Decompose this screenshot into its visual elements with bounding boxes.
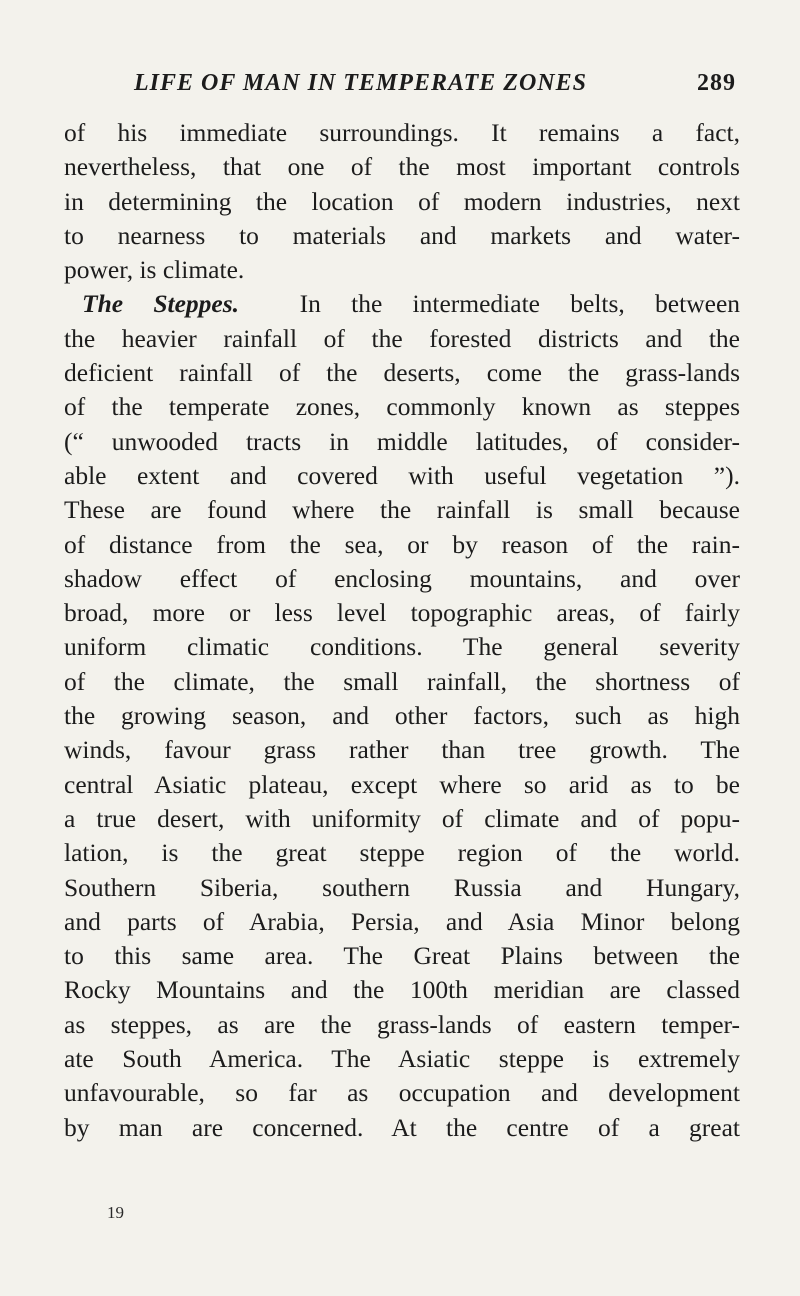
text-line: a true desert, with uniformity of climate and of popu-: [64, 803, 740, 833]
text-line: broad, more or less level topographic areas, of fairly: [64, 598, 740, 628]
text-line: unfavourable, so far as occupation and development: [64, 1078, 740, 1108]
text-line: of distance from the sea, or by reason of the rain-: [64, 529, 740, 559]
text-line: Rocky Mountains and the 100th meridian are classed: [64, 975, 740, 1005]
text-line: the heavier rainfall of the forested districts and the: [64, 323, 740, 353]
text-line: lation, is the great steppe region of the world.: [64, 838, 740, 868]
text-line: as steppes, as are the grass-lands of eastern temper-: [64, 1009, 740, 1039]
text-line: of his immediate surroundings. It remains a fact,: [64, 118, 740, 147]
text-line: ate South America. The Asiatic steppe is extremely: [64, 1044, 740, 1074]
text-line: to nearness to materials and markets and water-: [64, 220, 740, 250]
body-text: [64, 116, 740, 1145]
page-number: 289: [697, 70, 736, 96]
text-line: power, is climate.: [64, 255, 245, 285]
section-heading: The Steppes.: [82, 289, 240, 319]
text-line: deficient rainfall of the deserts, come the grass-lands: [64, 358, 740, 388]
text-line: shadow effect of enclosing mountains, and over: [64, 563, 740, 593]
text-line: in determining the location of modern industries, next: [64, 186, 740, 216]
text-line: and parts of Arabia, Persia, and Asia Minor belong: [64, 906, 740, 936]
text-line: uniform climatic conditions. The general severity: [64, 632, 740, 662]
text-line: of the temperate zones, commonly known as steppes: [64, 392, 740, 422]
text-line: the growing season, and other factors, such as high: [64, 701, 740, 731]
text-line: of the climate, the small rainfall, the shortness of: [64, 666, 740, 696]
text-line: winds, favour grass rather than tree growth. The: [64, 735, 740, 765]
text-line: able extent and covered with useful vegetation ”).: [64, 460, 740, 490]
text-line-with-heading: [64, 287, 740, 321]
text-line: nevertheless, that one of the most important controls: [64, 152, 740, 182]
text-line: Southern Siberia, southern Russia and Hungary,: [64, 872, 740, 902]
text-line: (“ unwooded tracts in middle latitudes, of consider-: [64, 426, 740, 456]
running-head: [134, 66, 736, 100]
text-line: by man are concerned. At the centre of a great: [64, 1112, 740, 1142]
text-line: central Asiatic plateau, except where so arid as to be: [64, 769, 740, 799]
text-line: to this same area. The Great Plains between the: [64, 941, 740, 971]
running-title: LIFE OF MAN IN TEMPERATE ZONES: [134, 70, 587, 96]
text-line-rest: In the intermediate belts, between: [299, 289, 740, 319]
text-line: These are found where the rainfall is small because: [64, 495, 740, 525]
signature-mark: 19: [107, 1203, 124, 1222]
